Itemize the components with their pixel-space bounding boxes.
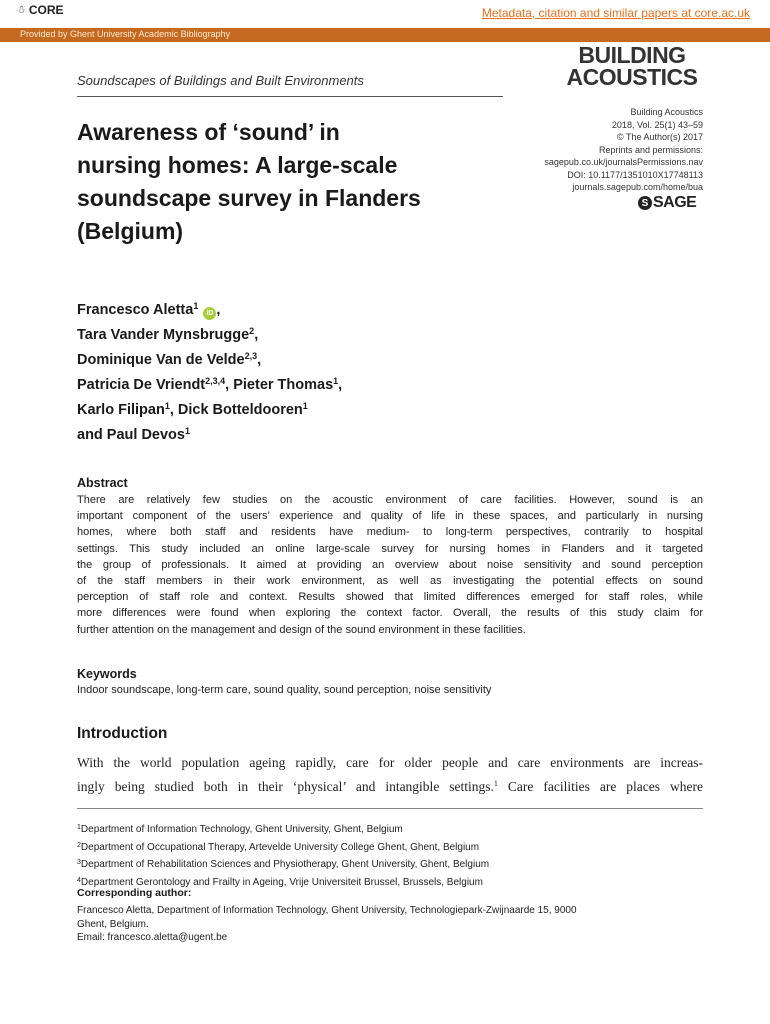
footnote-divider xyxy=(77,808,703,809)
abstract-line: the group of professionals. It aimed at providing an overview about noise sensitivity and sound perception xyxy=(77,558,703,571)
author-name: Dominique Van de Velde xyxy=(77,352,245,368)
abstract-line: homes, where both staff and residents have medium- to long-term perspectives, contrarily to hospital xyxy=(77,526,703,539)
footnote xyxy=(77,838,489,856)
title-line: Awareness of ‘sound’ in xyxy=(77,119,340,145)
article-title xyxy=(77,116,497,248)
intro-text: ingly being studied both in their ‘physical’ and intangible settings. xyxy=(77,779,494,794)
author-name: and Paul Devos xyxy=(77,427,185,443)
abstract-line: more differences were found when exploring the context factor. Overall, the results of this study claim for xyxy=(77,607,703,620)
footnote-number: 1 xyxy=(77,824,81,831)
author-name: Tara Vander Mynsbrugge xyxy=(77,327,250,343)
footnote-number: 2 xyxy=(77,841,81,849)
corresponding-address: Francesco Aletta, Department of Information Technology, Ghent University, Technologiepark-Zwijnaarde 15, 9000 xyxy=(77,905,577,916)
abstract-line: important component of the users’ experience and quality of life in these spaces, and particularly in nursing xyxy=(77,510,703,523)
footnote-text: Department Gerontology and Frailty in Ageing, Vrije Universiteit Brussel, Brussels, Belgium xyxy=(80,876,483,888)
abstract-line: further attention on the management and design of the sound environment in these facilities. xyxy=(77,623,526,636)
author-separator: , xyxy=(216,302,221,318)
citation-marker[interactable]: 1 xyxy=(493,779,498,788)
core-metadata-link[interactable]: Metadata, citation and similar papers at core.ac.uk xyxy=(481,6,750,20)
footnote xyxy=(77,855,489,873)
author-name: , Dick Botteldooren xyxy=(169,402,303,418)
footnote-text: Department of Information Technology, Ghent University, Ghent, Belgium xyxy=(80,824,403,835)
affiliation-marker: 1 xyxy=(184,426,190,436)
author-line xyxy=(77,396,342,421)
author-separator: , xyxy=(257,352,262,368)
core-logo-icon: ☃ xyxy=(16,3,26,16)
affiliation-marker: 2 xyxy=(249,326,255,336)
meta-journal-url[interactable]: journals.sagepub.com/home/bua xyxy=(572,182,703,192)
affiliation-marker: 1 xyxy=(333,376,339,386)
sage-s-icon: S xyxy=(638,196,652,210)
author-name: , Pieter Thomas xyxy=(225,377,334,393)
corresponding-email[interactable]: Email: francesco.aletta@ugent.be xyxy=(77,932,228,943)
affiliation-marker: 1 xyxy=(302,401,308,411)
abstract-line: perception of staff role and context. Results showed that limited differences emerged for staff roles, while xyxy=(77,591,703,604)
author-list xyxy=(77,296,342,446)
meta-doi[interactable]: DOI: 10.1177/1351010X17748113 xyxy=(567,169,703,180)
author-line xyxy=(77,321,342,346)
footnote-text: Department of Rehabilitation Sciences and Physiotherapy, Ghent University, Ghent, Belgium xyxy=(80,859,490,870)
corresponding-author-details xyxy=(77,904,577,945)
footnote xyxy=(77,820,489,838)
intro-text: Care facilities are places where xyxy=(497,779,703,794)
provided-by-bar xyxy=(0,28,770,42)
meta-permissions-link[interactable]: sagepub.co.uk/journalsPermissions.nav xyxy=(544,157,703,167)
author-line xyxy=(77,296,342,321)
abstract-line: There are relatively few studies on the acoustic environment of care facilities. However, sound is an xyxy=(77,494,703,506)
meta-volume: 2018, Vol. 25(1) 43–59 xyxy=(611,119,703,130)
journal-brand-logo xyxy=(558,44,706,88)
core-logo-text: CORE xyxy=(28,3,64,17)
intro-line: With the world population ageing rapidly, care for older people and care environments are increas- xyxy=(77,755,703,770)
footnote-number: 3 xyxy=(77,859,81,866)
corresponding-address: Ghent, Belgium. xyxy=(77,918,149,930)
title-line: nursing homes: A large-scale xyxy=(77,152,398,178)
author-separator: , xyxy=(338,377,343,393)
journal-meta xyxy=(544,106,703,194)
meta-reprints: Reprints and permissions: xyxy=(598,144,703,155)
author-name: Francesco Aletta xyxy=(77,302,194,318)
header-divider xyxy=(77,96,503,97)
author-name: Patricia De Vriendt xyxy=(77,377,206,393)
abstract-heading: Abstract xyxy=(77,476,128,490)
abstract-line: of the staff members in their work environment, as well as investigating the potential effects on sound xyxy=(77,575,703,588)
footnote-text: Department of Occupational Therapy, Artevelde University College Ghent, Ghent, Belgium xyxy=(80,841,480,853)
introduction-heading: Introduction xyxy=(77,725,168,742)
sage-logo xyxy=(638,194,696,212)
brand-line-2: ACOUSTICS xyxy=(566,64,698,90)
title-line: soundscape survey in Flanders xyxy=(77,185,421,211)
provided-by-text: Provided by Ghent University Academic Bibliography xyxy=(20,29,231,39)
keywords-text: Indoor soundscape, long-term care, sound quality, sound perception, noise sensitivity xyxy=(77,684,492,696)
sage-text: SAGE xyxy=(653,194,697,211)
affiliation-footnotes xyxy=(77,820,489,890)
brand-line-1: BUILDING xyxy=(578,42,686,68)
journal-series: Soundscapes of Buildings and Built Environments xyxy=(77,73,364,88)
corresponding-author-heading: Corresponding author: xyxy=(77,887,192,899)
affiliation-marker: 1 xyxy=(164,401,170,411)
author-name: Karlo Filipan xyxy=(77,402,165,418)
abstract-body xyxy=(77,492,703,638)
core-logo[interactable] xyxy=(16,3,64,17)
introduction-body xyxy=(77,752,703,797)
affiliation-marker: 2,3 xyxy=(244,351,258,361)
footnote-number: 4 xyxy=(77,876,81,884)
core-banner xyxy=(0,0,770,28)
author-line xyxy=(77,421,342,446)
orcid-icon[interactable]: iD xyxy=(203,307,216,320)
title-line: (Belgium) xyxy=(77,218,184,244)
affiliation-marker: 1 xyxy=(193,301,199,311)
abstract-line: settings. This study included an online large-scale survey for nursing homes in Flanders and it targeted xyxy=(77,542,703,555)
author-line xyxy=(77,346,342,371)
meta-journal: Building Acoustics xyxy=(630,107,703,117)
affiliation-marker: 2,3,4 xyxy=(205,376,226,386)
meta-copyright: © The Author(s) 2017 xyxy=(616,132,703,142)
author-separator: , xyxy=(254,327,259,343)
author-line xyxy=(77,371,342,396)
intro-line xyxy=(77,773,703,797)
keywords-heading: Keywords xyxy=(77,667,137,681)
